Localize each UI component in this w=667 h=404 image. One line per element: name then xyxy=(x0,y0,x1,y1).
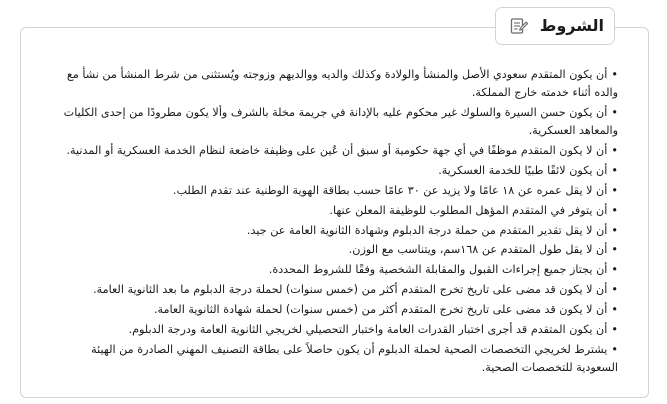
condition-item: • يشترط لخريجي التخصصات الصحية لحملة الدبلوم أن يكون حاصلاً على بطاقة التصنيف المهني الصادرة من الهيئة السعودية للتخصصات الصحية. xyxy=(57,341,618,377)
condition-item: • أن لا يكون المتقدم موظفًا في أي جهة حكومية أو سبق أن عُين على وظيفة خاضعة لنظام الخدمة العسكرية أو المدنية. xyxy=(57,142,618,160)
condition-item: • أن يتوفر في المتقدم المؤهل المطلوب للوظيفة المعلن عنها. xyxy=(57,202,618,220)
condition-item: • أن يكون المتقدم قد أجرى اختبار القدرات العامة واختبار التحصيلي لخريجي الثانوية العامة ودرجة الدبلوم. xyxy=(57,321,618,339)
condition-item: • أن لا يقل تقدير المتقدم من حملة درجة الدبلوم وشهادة الثانوية العامة عن جيد. xyxy=(57,222,618,240)
condition-item: • أن يكون المتقدم سعودي الأصل والمنشأ والولادة وكذلك والديه ووالديهم وزوجته ويُستثنى من شرط المنشأ من نشأ مع والده أثناء خدمته خارج المملكة. xyxy=(57,66,618,102)
condition-item: • أن لا يكون قد مضى على تاريخ تخرج المتقدم أكثر من (خمس سنوات) لحملة درجة الدبلوم ما بعد الثانوية العامة. xyxy=(57,281,618,299)
condition-item: • أن لا يقل طول المتقدم عن ١٦٨سم، ويتناسب مع الوزن. xyxy=(57,241,618,259)
conditions-card xyxy=(20,27,649,398)
section-title-tab xyxy=(495,7,615,45)
condition-item: • أن لا يقل عمره عن ١٨ عامًا ولا يزيد عن ٣٠ عامًا حسب بطاقة الهوية الوطنية عند تقدم الطلب. xyxy=(57,182,618,200)
condition-item: • أن يكون لائقًا طبيًا للخدمة العسكرية. xyxy=(57,162,618,180)
condition-item: • أن يجتاز جميع إجراءات القبول والمقابلة الشخصية وفقًا للشروط المحددة. xyxy=(57,261,618,279)
condition-item: • أن يكون حسن السيرة والسلوك غير محكوم عليه بالإدانة في جريمة مخلة بالشرف وألا يكون مطرودًا من إحدى الكليات والمعاهد العسكرية. xyxy=(57,104,618,140)
notepad-pencil-icon xyxy=(508,15,530,37)
condition-item: • أن لا يكون قد مضى على تاريخ تخرج المتقدم أكثر من (خمس سنوات) لحملة شهادة الثانوية العامة. xyxy=(57,301,618,319)
conditions-list xyxy=(57,66,618,379)
section-title: الشروط xyxy=(539,16,604,35)
